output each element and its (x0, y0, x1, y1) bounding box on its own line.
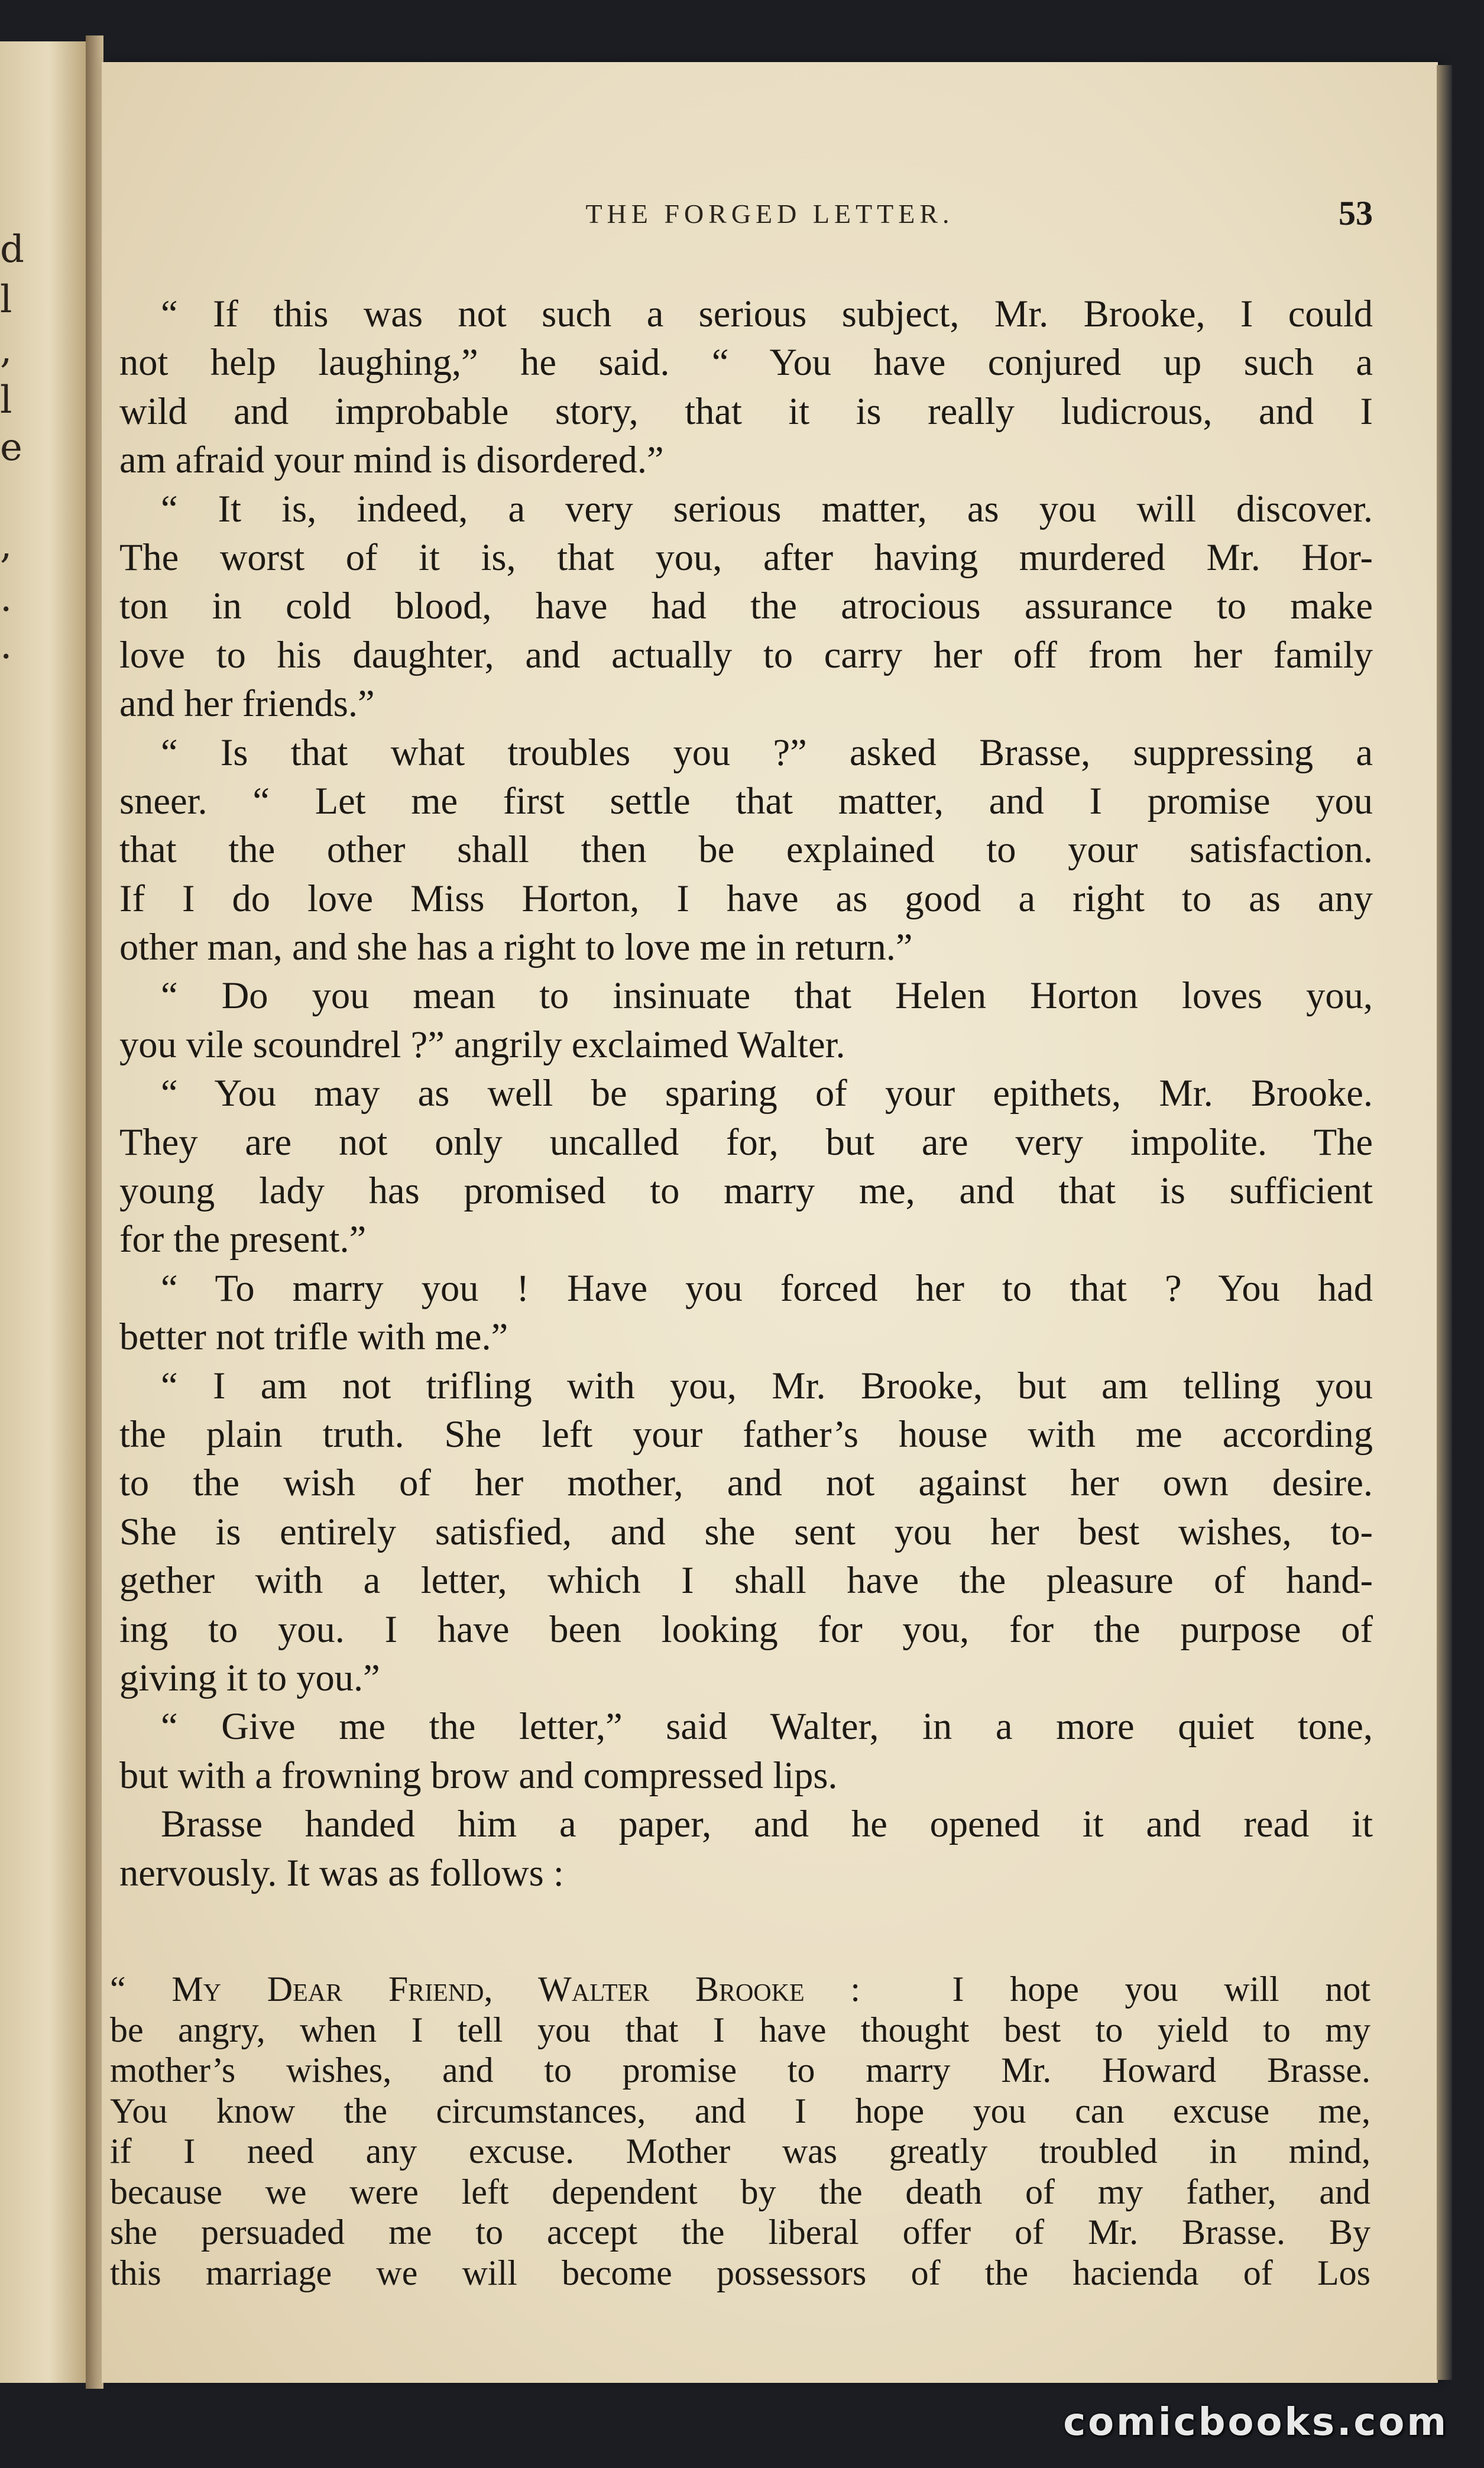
left-page-fragment: . (0, 576, 12, 620)
left-page-fragment: l (0, 278, 12, 322)
text-line: ing to you. I have been looking for you, for the purpose of (119, 1608, 1373, 1650)
letter-line: You know the circumstances, and I hope you can excuse me, (110, 2091, 1370, 2130)
text-line: wild and improbable story, that it is really ludicrous, and I (119, 390, 1373, 432)
text-line: young lady has promised to marry me, and that is sufficient (119, 1170, 1373, 1212)
left-page-fragment: e (0, 426, 22, 469)
text-line: “ It is, indeed, a very serious matter, as you will discover. (161, 487, 1373, 530)
text-line: sneer. “ Let me first settle that matter, and I promise you (119, 779, 1373, 822)
letter-line: be angry, when I tell you that I have thought best to yield to my (110, 2010, 1370, 2049)
watermark: comicbooks.com (1063, 2401, 1449, 2444)
running-head: THE FORGED LETTER. (585, 199, 954, 229)
text-line: “ If this was not such a serious subject, Mr. Brooke, I could (161, 293, 1373, 335)
letter-line: this marriage we will become possessors of the hacienda of Los (110, 2253, 1370, 2292)
text-line: “ Give me the letter,” said Walter, in a more quiet tone, (161, 1705, 1373, 1748)
left-page-fragment: . (0, 624, 12, 668)
left-page-fragment: , (0, 328, 12, 372)
page-edge-shadow (1437, 65, 1452, 2380)
letter-line: mother’s wishes, and to promise to marry Mr. Howard Brasse. (110, 2051, 1370, 2090)
text-line: you vile scoundrel ?” angrily exclaimed Walter. (119, 1023, 845, 1065)
text-line: better not trifle with me.” (119, 1316, 508, 1358)
text-line: for the present.” (119, 1218, 367, 1261)
left-page-fragment: l (0, 378, 12, 422)
text-line: “ To marry you ! Have you forced her to that ? You had (161, 1267, 1373, 1309)
letter-line: she persuaded me to accept the liberal offer of Mr. Brasse. By (110, 2213, 1370, 2252)
letter-line: if I need any excuse. Mother was greatly troubled in mind, (110, 2132, 1370, 2171)
text-line: nervously. It was as follows : (119, 1851, 564, 1894)
text-line: am afraid your mind is disordered.” (119, 439, 664, 481)
text-line: and her friends.” (119, 682, 375, 725)
text-line: the plain truth. She left your father’s house with me according (119, 1413, 1373, 1455)
left-page-fragment: d (0, 228, 24, 271)
text-line: that the other shall then be explained to your satisfaction. (119, 828, 1373, 871)
text-line: Brasse handed him a paper, and he opened it and read it (161, 1803, 1373, 1845)
left-page-edge (0, 41, 89, 2383)
text-line: They are not only uncalled for, but are very impolite. The (119, 1120, 1373, 1163)
text-line: She is entirely satisfied, and she sent you her best wishes, to- (119, 1510, 1373, 1553)
text-line: not help laughing,” he said. “ You have conjured up such a (119, 341, 1373, 384)
book-page (102, 62, 1438, 2383)
text-line: gether with a letter, which I shall have the pleasure of hand- (119, 1559, 1373, 1602)
text-line: ton in cold blood, have had the atrocious assurance to make (119, 585, 1373, 627)
book-gutter (86, 35, 103, 2389)
text-line: other man, and she has a right to love me in return.” (119, 926, 913, 969)
text-line: “ You may as well be sparing of your epithets, Mr. Brooke. (161, 1072, 1373, 1115)
letter-salutation: “ My Dear Friend, Walter Brooke : (110, 1970, 861, 2009)
text-line: “ I am not trifling with you, Mr. Brooke, but am telling you (161, 1364, 1373, 1407)
text-line: If I do love Miss Horton, I have as good a right to as any (119, 877, 1373, 919)
text-line: “ Do you mean to insinuate that Helen Horton loves you, (161, 974, 1373, 1017)
letter-line-first (110, 1969, 1370, 2010)
text-line: love to his daughter, and actually to carry her off from her family (119, 633, 1373, 676)
text-line: The worst of it is, that you, after having murdered Mr. Hor- (119, 536, 1373, 578)
text-line: “ Is that what troubles you ?” asked Brasse, suppressing a (161, 731, 1373, 773)
page-number: 53 (1339, 194, 1373, 232)
left-page-fragment: , (0, 523, 12, 567)
letter-line: because we were left dependent by the death of my father, and (110, 2172, 1370, 2211)
text-line: to the wish of her mother, and not against her own desire. (119, 1462, 1373, 1504)
quoted-letter (110, 1969, 1370, 2293)
body-text (119, 290, 1373, 1897)
letter-line: I hope you will not (952, 1970, 1371, 2009)
text-line: giving it to you.” (119, 1656, 380, 1699)
text-line: but with a frowning brow and compressed lips. (119, 1754, 838, 1796)
